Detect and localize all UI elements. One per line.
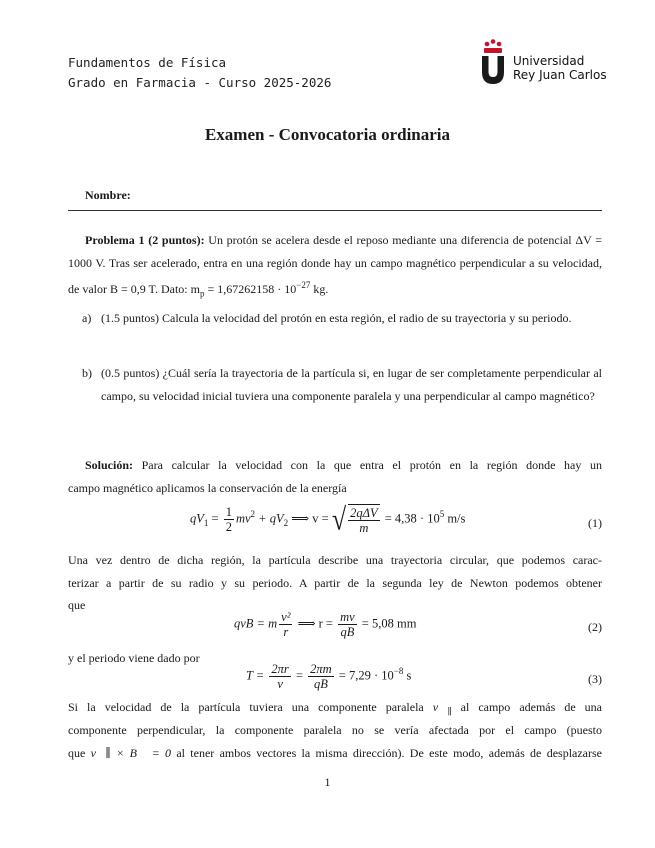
problem-statement: Problema 1 (2 puntos): Un protón se acelera desde el reposo mediante una diferencia de potencial ΔV = 1000 V. Tras ser acelerado, entra en una región donde hay un campo magnético perpendicular a su velocidad, de valor B = 0,9 T. Dato: $m_p = 1,67262158 \cdot 10^{-27}$ kg. <box>68 233 602 299</box>
course-program: Grado en Farmacia - Curso 2025-2026 <box>68 75 332 90</box>
problem-heading: Problema 1 (2 puntos): <box>85 233 205 247</box>
equation-2: qvB = m $\frac{\text{v²}}{r}$ ⟹ r = $\frac{mv}{qB}$ = 5,08 mm (2) <box>234 610 602 639</box>
name-label: Nombre: <box>85 188 131 202</box>
exam-title: Examen - Convocatoria ordinaria <box>204 125 451 144</box>
solution-text4-line2: componente perpendicular, la componente paralela no se vería afectada por el campo (puesto <box>68 723 602 737</box>
square-root-icon: √ <box>331 501 347 537</box>
equation-1: $qV_1$ = $\frac{1}{2}$ $mv^2 + qV_2$ ⟹ v = √ $\frac{\text{2qΔV}}{m}$ = $4,38 \cdot 10^5$ m/s (1) <box>190 501 602 537</box>
solution-text3: y el periodo viene dado por <box>68 651 200 665</box>
problem-item-a: a) (1.5 puntos) Calcula la velocidad del protón en esta región, el radio de su trayectoria y su periodo. <box>82 311 572 325</box>
university-logo <box>478 38 607 90</box>
equation-1-number: (1) <box>588 516 602 530</box>
course-header <box>68 53 331 93</box>
solution-intro-line2: campo magnético aplicamos la conservación de la energía <box>68 481 347 495</box>
solution-text4-line3: que v⃗∥ × B⃗ = 0 al tener ambos vectores la misma dirección). De este modo, además de desplazarse <box>68 746 603 760</box>
equation-2-number: (2) <box>588 620 602 634</box>
name-field-line[interactable] <box>68 210 602 211</box>
solution-intro-line1: Solución: Para calcular la velocidad con la que entra el protón en la región donde hay un <box>85 458 602 472</box>
course-name: Fundamentos de Física <box>68 55 227 70</box>
equation-3-number: (3) <box>588 672 602 686</box>
solution-heading: Solución: <box>85 458 134 472</box>
page-number: 1 <box>324 775 331 789</box>
solution-text2-line2: terizar a partir de su radio y su periodo. A partir de la segunda ley de Newton podemos obtener <box>68 576 602 590</box>
solution-text2-line1: Una vez dentro de dicha región, la partícula describe una trayectoria circular, que podemos carac- <box>68 553 602 567</box>
problem-item-b: b) (0.5 puntos) ¿Cuál sería la trayectoria de la partícula si, en lugar de ser completamente perpendicular al campo, su velocidad inicial tuviera una componente paralela y una perpendicular al campo magnético? <box>82 366 602 403</box>
university-name: Universidad Rey Juan Carlos <box>513 54 607 82</box>
solution-text4-line1: Si la velocidad de la partícula tuviera una componente paralela $v⃗_\parallel$ al campo además de una <box>68 700 603 717</box>
solution-text2-line3: que <box>68 598 86 612</box>
equation-3: T = $\frac{2\pi r}{v}$ = $\frac{2\pi m}{qB}$ = $7,29 \cdot 10^{-8}$ s (3) <box>246 662 602 691</box>
urjc-emblem-icon <box>478 38 508 88</box>
